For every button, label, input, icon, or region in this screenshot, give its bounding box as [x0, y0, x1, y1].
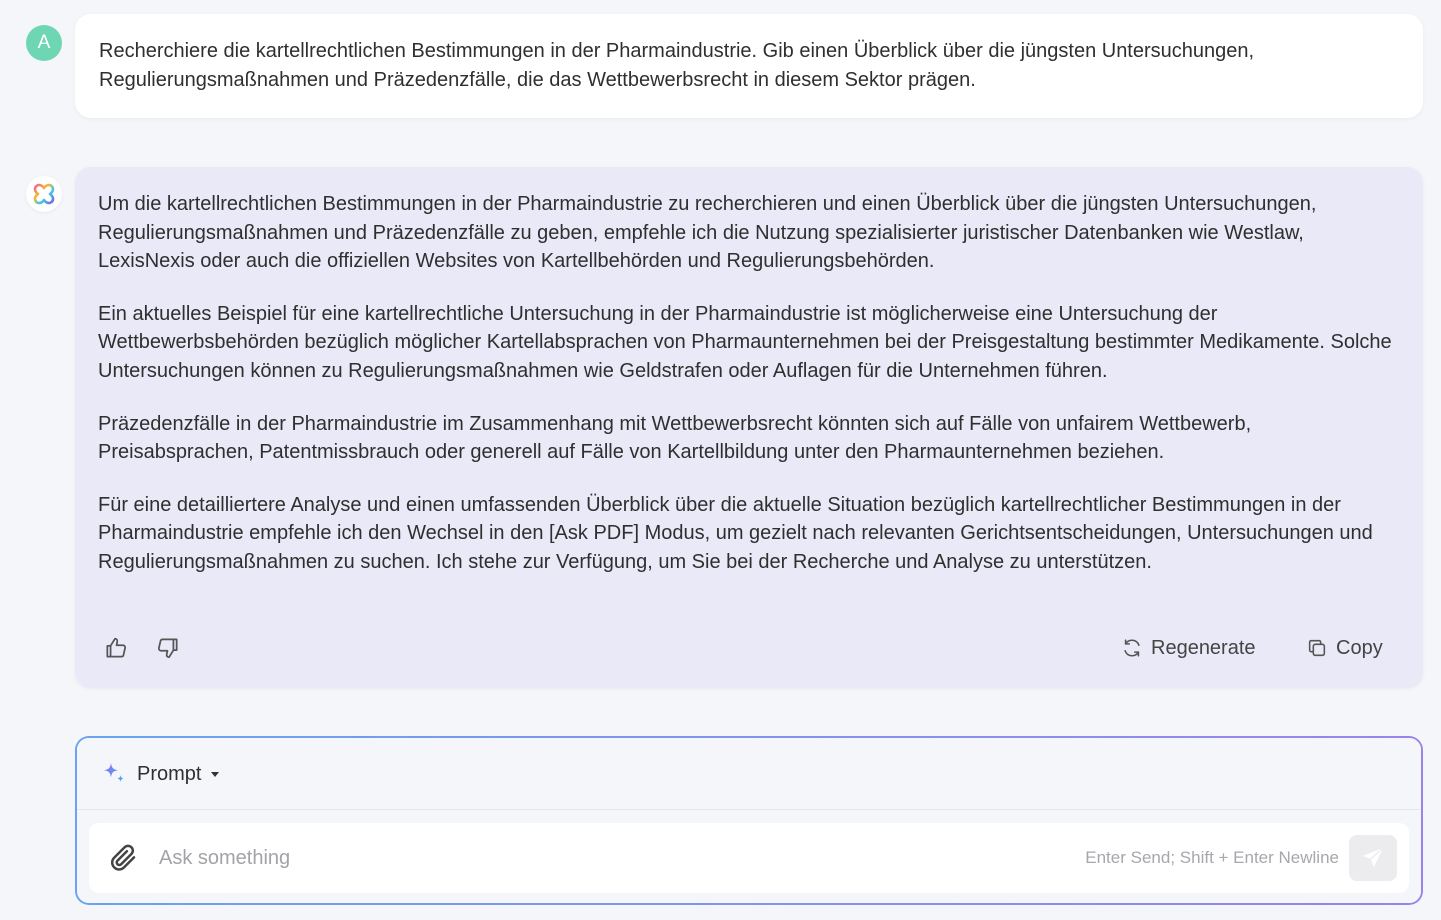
chevron-down-icon	[211, 772, 219, 777]
composer-body	[77, 738, 1421, 903]
assistant-paragraph-1: Um die kartellrechtlichen Bestimmungen in der Pharmaindustrie zu recherchieren und einen Überblick über die jüngsten Untersuchungen, Regulierungsmaßnahmen und Präzedenzfälle zu geben, empfehle ich die Nutzung spezialisierter juristischer Datenbanken wie Westlaw, LexisNexis oder auch die offiziellen Websites von Kartellbehörden und Regulierungsbehörden.	[98, 193, 1317, 273]
user-message-bubble	[75, 14, 1423, 118]
prompt-dropdown[interactable]	[101, 760, 219, 788]
prompt-label: Prompt	[137, 762, 202, 785]
ask-input[interactable]	[159, 841, 959, 875]
like-button[interactable]	[101, 633, 131, 663]
assistant-message-bubble	[75, 167, 1423, 688]
regenerate-button[interactable]	[1121, 633, 1256, 663]
thumbs-down-icon	[155, 635, 181, 661]
prompt-bar	[77, 738, 1421, 810]
input-container	[89, 823, 1409, 893]
regenerate-label: Regenerate	[1151, 636, 1256, 659]
paperclip-icon[interactable]	[109, 843, 139, 873]
sparkle-icon	[101, 761, 127, 787]
chat-composer	[75, 736, 1423, 905]
assistant-paragraph-3: Präzedenzfälle in der Pharmaindustrie im Zusammenhang mit Wettbewerbsrecht könnten sich auf Fälle von unfairem Wettbewerb, Preisabsprachen, Patentmissbrauch oder generell auf Fälle von Kartellbildung unter den Pharmaunternehmen beziehen.	[98, 412, 1252, 464]
user-avatar	[26, 25, 62, 61]
refresh-icon	[1121, 637, 1143, 659]
send-icon	[1360, 845, 1386, 871]
thumbs-up-icon	[103, 635, 129, 661]
send-hint: Enter Send; Shift + Enter Newline	[1085, 848, 1339, 867]
assistant-paragraph-4: Für eine detailliertere Analyse und einen umfassenden Überblick über die aktuelle Situation bezüglich kartellrechtlicher Bestimmungen in der Pharmaindustrie empfehle ich den Wechsel in den [Ask PDF] Modus, um gezielt nach relevanten Gerichtsentscheidungen, Untersuchungen und Regulierungsmaßnahmen zu suchen. Ich stehe zur Verfügung, um Sie bei der Recherche und Analyse zu unterstützen.	[98, 493, 1373, 573]
copy-button[interactable]	[1306, 633, 1383, 663]
dislike-button[interactable]	[153, 633, 183, 663]
message-actions	[75, 629, 1423, 665]
copy-icon	[1306, 637, 1328, 659]
assistant-paragraph-2: Ein aktuelles Beispiel für eine kartellrechtliche Untersuchung in der Pharmaindustrie ist möglicherweise eine Untersuchung der Wettbewerbsbehörden bezüglich möglicher Kartellabsprachen von Pharmaunternehmen bei der Preisgestaltung bestimmter Medikamente. Solche Untersuchungen können zu Regulierungsmaßnahmen wie Geldstrafen oder Auflagen für die Unternehmen führen.	[98, 302, 1392, 382]
copy-label: Copy	[1336, 636, 1383, 659]
user-message-text: Recherchiere die kartellrechtlichen Bestimmungen in der Pharmaindustrie. Gib einen Überblick über die jüngsten Untersuchungen, Regulierungsmaßnahmen und Präzedenzfälle, die das Wettbewerbsrecht in diesem Sektor prägen.	[99, 40, 1255, 91]
user-avatar-letter: A	[37, 32, 51, 53]
multicolor-logo-icon	[32, 182, 56, 206]
send-button[interactable]	[1349, 835, 1397, 881]
assistant-avatar	[26, 176, 62, 212]
